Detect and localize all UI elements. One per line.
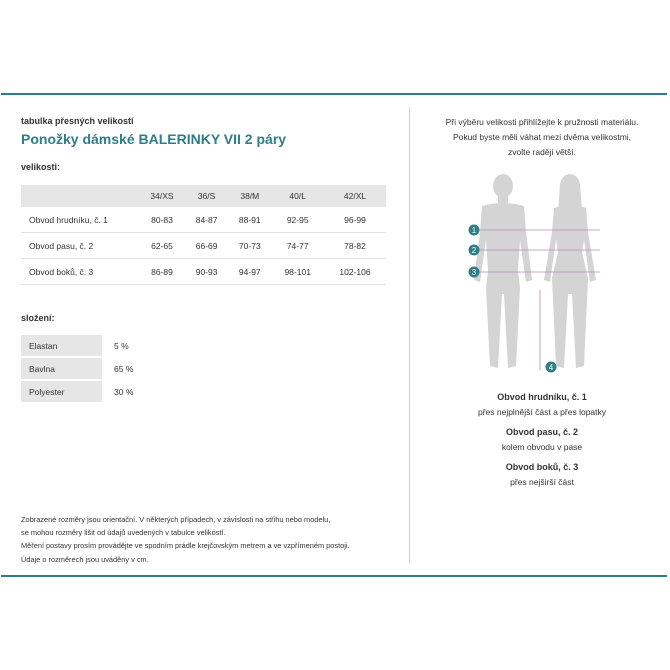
measurement-figures [460, 170, 610, 380]
size-hint [426, 115, 658, 160]
sizes-heading: velikosti: [21, 162, 61, 172]
table-row [21, 259, 386, 285]
table-subtitle: tabulka přesných velikostí [21, 116, 134, 126]
note-line: Zobrazené rozměry jsou orientační. V některých případech, v závislosti na střihu nebo modelu, [21, 515, 331, 524]
marker-3-icon [469, 267, 480, 278]
measure-descriptions [426, 392, 658, 497]
row-label: Obvod hrudníku, č. 1 [21, 207, 139, 233]
size-cell: 90-93 [185, 259, 228, 285]
material-name: Elastan [21, 335, 102, 356]
size-cell: 94-97 [228, 259, 271, 285]
size-cell: 80-83 [139, 207, 185, 233]
marker-1-icon [469, 225, 480, 236]
size-table [21, 185, 386, 285]
table-row [21, 207, 386, 233]
measure-title: Obvod pasu, č. 2 [505, 427, 579, 437]
size-notes [21, 513, 350, 566]
male-figure-icon [471, 174, 532, 368]
hint-line: Při výběru velikosti přihlížejte k pružnosti materiálu. [445, 117, 639, 127]
measure-desc: kolem obvodu v pase [501, 442, 583, 452]
hint-line: Pokud byste měli váhat mezi dvěma velikostmi, [452, 132, 632, 142]
size-cell: 88-91 [228, 207, 271, 233]
measure-desc: přes nejplnější část a přes lopatky [477, 407, 607, 417]
marker-2-icon [469, 245, 480, 256]
measure-title: Obvod hrudníku, č. 1 [497, 392, 587, 402]
marker-4-icon [546, 362, 557, 373]
size-cell: 84-87 [185, 207, 228, 233]
note-line: se mohou rozměry lišit od údajů uvedených v tabulce velikostí. [21, 528, 226, 538]
note-line: Údaje o rozměrech jsou uváděny v cm. [21, 554, 149, 564]
size-header-cell [21, 185, 139, 207]
size-header-cell: 34/XS [139, 185, 185, 207]
note-line: Měření postavy prosím provádějte ve spodním prádle krejčovským metrem a ve vzpřímeném postoji. [21, 541, 350, 551]
size-cell: 98-101 [271, 259, 324, 285]
material-percent: 5 % [114, 340, 129, 351]
size-cell: 78-82 [324, 233, 386, 259]
row-label: Obvod boků, č. 3 [21, 259, 139, 285]
size-cell: 92-95 [271, 207, 324, 233]
table-row [21, 233, 386, 259]
svg-text:4: 4 [548, 363, 554, 372]
size-cell: 96-99 [324, 207, 386, 233]
table-row [21, 335, 134, 356]
svg-text:1: 1 [471, 226, 477, 235]
svg-text:3: 3 [471, 268, 477, 277]
row-label: Obvod pasu, č. 2 [21, 233, 139, 259]
hint-line: zvolte raději větší. [507, 147, 577, 157]
measure-desc: přes nejširší část [510, 477, 574, 487]
table-row [21, 358, 134, 379]
size-header-cell: 36/S [185, 185, 228, 207]
size-header-cell: 38/M [228, 185, 271, 207]
size-cell: 86-89 [139, 259, 185, 285]
material-name: Polyester [21, 381, 102, 402]
size-header-cell: 40/L [271, 185, 324, 207]
composition-table [21, 333, 134, 404]
composition-heading: složení: [21, 313, 55, 323]
measure-title: Obvod boků, č. 3 [505, 462, 579, 472]
size-cell: 102-106 [324, 259, 386, 285]
svg-text:2: 2 [471, 246, 477, 255]
size-header-cell: 42/XL [324, 185, 386, 207]
product-title: Ponožky dámské BALERINKY VII 2 páry [21, 131, 287, 147]
size-cell: 62-65 [139, 233, 185, 259]
size-cell: 70-73 [228, 233, 271, 259]
material-name: Bavlna [21, 358, 102, 379]
column-divider [409, 107, 410, 563]
size-cell: 66-69 [185, 233, 228, 259]
table-row [21, 381, 134, 402]
material-percent: 30 % [114, 386, 134, 397]
size-header-row [21, 185, 386, 207]
female-figure-icon [544, 174, 596, 368]
size-cell: 74-77 [271, 233, 324, 259]
material-percent: 65 % [114, 363, 134, 374]
